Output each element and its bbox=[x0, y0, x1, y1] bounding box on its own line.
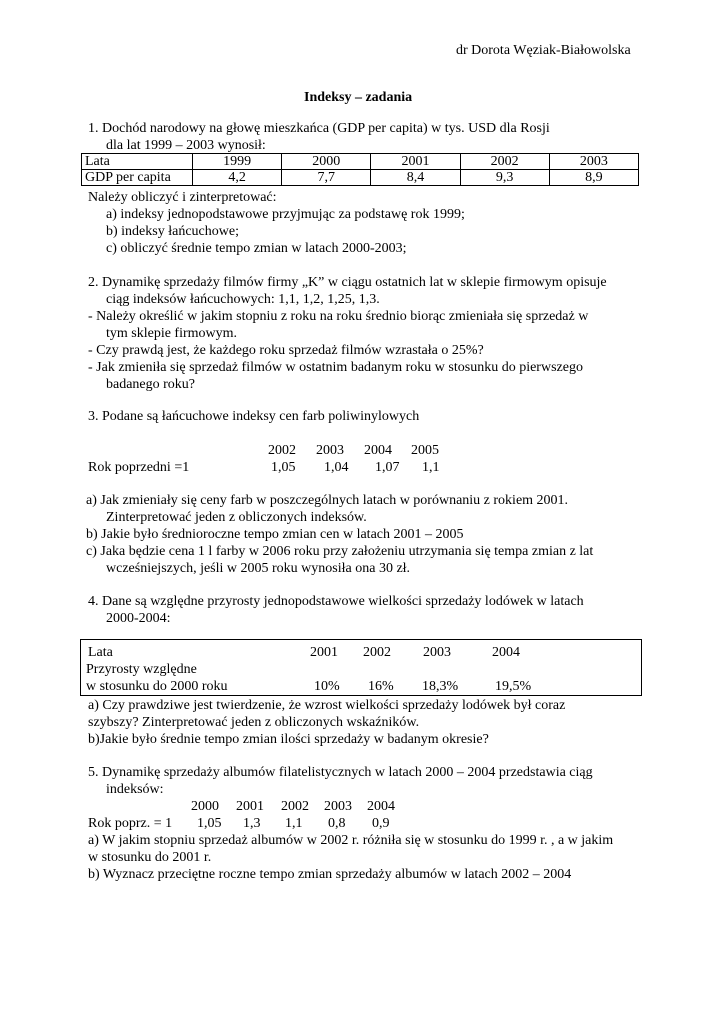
task2-bullet2: - Czy prawdą jest, że każdego roku sprzedaż filmów wzrastała o 25%? bbox=[88, 343, 484, 358]
table-cell: 8,4 bbox=[371, 170, 460, 186]
task3-line1: 3. Podane są łańcuchowe indeksy cen farb poliwinylowych bbox=[88, 409, 420, 424]
task1-line2: dla lat 1999 – 2003 wynosił: bbox=[106, 138, 266, 153]
task3-year: 2004 bbox=[364, 443, 392, 458]
table-cell: 8,9 bbox=[549, 170, 638, 186]
task5-line2: indeksów: bbox=[106, 782, 164, 797]
task5-year: 2004 bbox=[367, 799, 395, 814]
table-cell: 9,3 bbox=[460, 170, 549, 186]
task4-year: 2004 bbox=[492, 645, 520, 660]
task4-label-years: Lata bbox=[88, 645, 113, 660]
task3-value: 1,1 bbox=[422, 460, 440, 475]
table-row bbox=[82, 170, 639, 186]
list-item: a) indeksy jednopodstawowe przyjmując za podstawę rok 1999; bbox=[106, 207, 465, 222]
task1-instruction: Należy obliczyć i zinterpretować: bbox=[88, 190, 277, 205]
task4-year: 2003 bbox=[423, 645, 451, 660]
task2-line1: 2. Dynamikę sprzedaży filmów firmy „K” w ciągu ostatnich lat w sklepie firmowym opisuje bbox=[88, 275, 607, 290]
task2-line2: ciąg indeksów łańcuchowych: 1,1, 1,2, 1,25, 1,3. bbox=[106, 292, 380, 307]
task4-label-row1: Przyrosty względne bbox=[86, 662, 197, 677]
table-cell: 2000 bbox=[282, 154, 371, 170]
author-header: dr Dorota Węziak-Białowolska bbox=[456, 43, 631, 58]
task5-row-label: Rok poprz. = 1 bbox=[88, 816, 173, 831]
table-cell: 2001 bbox=[371, 154, 460, 170]
task5-b: b) Wyznacz przeciętne roczne tempo zmian sprzedaży albumów w latach 2002 – 2004 bbox=[88, 867, 572, 882]
task3-c-cont: wcześniejszych, jeśli w 2005 roku wynosiła ona 30 zł. bbox=[106, 561, 411, 576]
task4-year: 2002 bbox=[363, 645, 391, 660]
task3-year: 2003 bbox=[316, 443, 344, 458]
task4-label-row2: w stosunku do 2000 roku bbox=[86, 679, 228, 694]
table-cell: 7,7 bbox=[282, 170, 371, 186]
task5-a-cont: w stosunku do 2001 r. bbox=[88, 850, 212, 865]
task3-b: b) Jakie było średnioroczne tempo zmian cen w latach 2001 – 2005 bbox=[86, 527, 464, 542]
task4-value: 10% bbox=[314, 679, 340, 694]
task5-value: 1,3 bbox=[243, 816, 261, 831]
task5-year: 2000 bbox=[191, 799, 219, 814]
task5-value: 0,8 bbox=[328, 816, 346, 831]
table-cell: 2002 bbox=[460, 154, 549, 170]
task2-bullet1: - Należy określić w jakim stopniu z roku na roku średnio biorąc zmieniała się sprzedaż w bbox=[88, 309, 589, 324]
task5-a: a) W jakim stopniu sprzedaż albumów w 2002 r. różniła się w stosunku do 1999 r. , a w jakim bbox=[88, 833, 614, 848]
task4-value: 18,3% bbox=[422, 679, 459, 694]
task4-a: a) Czy prawdziwe jest twierdzenie, że wzrost wielkości sprzedaży lodówek był coraz bbox=[88, 698, 566, 713]
table-cell: Lata bbox=[82, 154, 193, 170]
task3-c: c) Jaka będzie cena 1 l farby w 2006 roku przy założeniu utrzymania się tempa zmian z lat bbox=[86, 544, 594, 559]
list-item: b) indeksy łańcuchowe; bbox=[106, 224, 239, 239]
task3-year: 2005 bbox=[411, 443, 439, 458]
task4-value: 19,5% bbox=[495, 679, 532, 694]
task3-row-label: Rok poprzedni =1 bbox=[88, 460, 190, 475]
task5-year: 2003 bbox=[324, 799, 352, 814]
task4-line2: 2000-2004: bbox=[106, 611, 171, 626]
task3-year: 2002 bbox=[268, 443, 296, 458]
task5-value: 1,1 bbox=[285, 816, 303, 831]
task4-a-cont: szybszy? Zinterpretować jeden z obliczonych wskaźników. bbox=[88, 715, 420, 730]
task4-line1: 4. Dane są względne przyrosty jednopodstawowe wielkości sprzedaży lodówek w latach bbox=[88, 594, 584, 609]
table-cell: 1999 bbox=[193, 154, 282, 170]
task3-value: 1,07 bbox=[375, 460, 400, 475]
table-row bbox=[82, 154, 639, 170]
task4-value: 16% bbox=[368, 679, 394, 694]
task5-year: 2002 bbox=[281, 799, 309, 814]
table-cell: 4,2 bbox=[193, 170, 282, 186]
task4-table bbox=[80, 639, 642, 696]
task1-line1: 1. Dochód narodowy na głowę mieszkańca (GDP per capita) w tys. USD dla Rosji bbox=[88, 121, 550, 136]
task3-a-cont: Zinterpretować jeden z obliczonych indeksów. bbox=[106, 510, 367, 525]
task5-value: 0,9 bbox=[372, 816, 390, 831]
task5-year: 2001 bbox=[236, 799, 264, 814]
task5-line1: 5. Dynamikę sprzedaży albumów filatelistycznych w latach 2000 – 2004 przedstawia ciąg bbox=[88, 765, 593, 780]
list-item: c) obliczyć średnie tempo zmian w latach 2000-2003; bbox=[106, 241, 407, 256]
task3-value: 1,04 bbox=[324, 460, 349, 475]
task2-bullet3: - Jak zmieniła się sprzedaż filmów w ostatnim badanym roku w stosunku do pierwszego bbox=[88, 360, 583, 375]
table-cell: GDP per capita bbox=[82, 170, 193, 186]
task4-b: b)Jakie było średnie tempo zmian ilości sprzedaży w badanym okresie? bbox=[88, 732, 489, 747]
table-cell: 2003 bbox=[549, 154, 638, 170]
task2-bullet3-cont: badanego roku? bbox=[106, 377, 196, 392]
task3-a: a) Jak zmieniały się ceny farb w poszczególnych latach w porównaniu z rokiem 2001. bbox=[86, 493, 569, 508]
gdp-table bbox=[81, 153, 639, 186]
task4-year: 2001 bbox=[310, 645, 338, 660]
task5-value: 1,05 bbox=[197, 816, 222, 831]
task2-bullet1-cont: tym sklepie firmowym. bbox=[106, 326, 238, 341]
page-title: Indeksy – zadania bbox=[304, 90, 413, 105]
task3-value: 1,05 bbox=[271, 460, 296, 475]
